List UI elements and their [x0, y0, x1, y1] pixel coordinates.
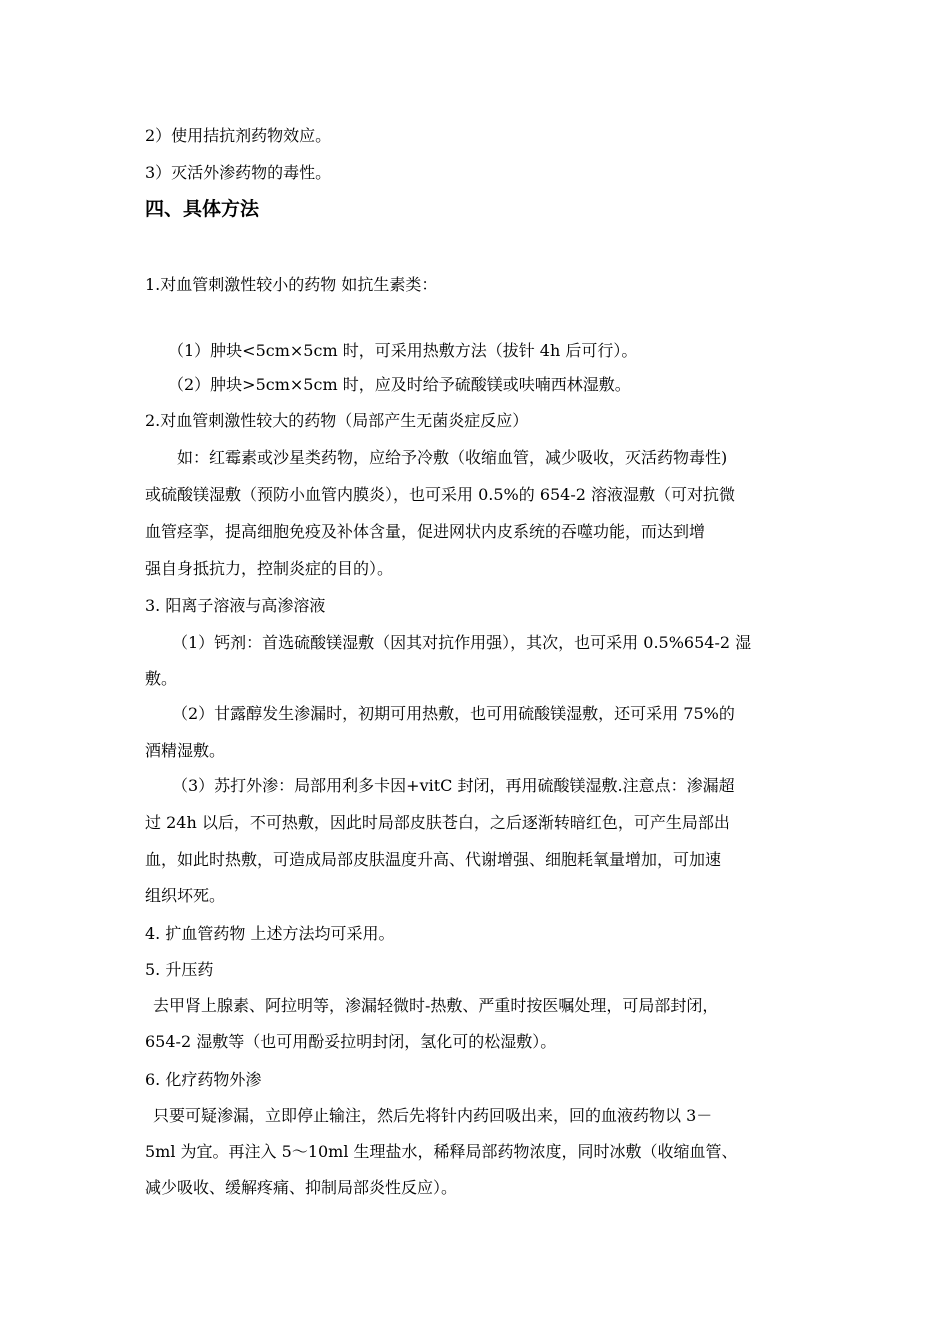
text-line: 5ml 为宜。再注入 5～10ml 生理盐水，稀释局部药物浓度，同时冰敷（收缩血管、	[145, 1142, 738, 1161]
text-line: 敷。	[145, 669, 178, 688]
section-heading: 四、具体方法	[145, 198, 260, 220]
text-line: 过 24h 以后，不可热敷，因此时局部皮肤苍白，之后逐渐转暗红色，可产生局部出	[145, 813, 730, 832]
text-line: 组织坏死。	[145, 886, 226, 905]
text-line: 强自身抵抗力，控制炎症的目的）。	[145, 559, 394, 578]
text-line: 去甲肾上腺素、阿拉明等，渗漏轻微时-热敷、严重时按医嘱处理，可局部封闭，	[153, 996, 719, 1015]
text-line: 654-2 湿敷等（也可用酚妥拉明封闭，氢化可的松湿敷）。	[145, 1032, 557, 1051]
text-line: （3）苏打外渗：局部用利多卡因+vitC 封闭，再用硫酸镁湿敷.注意点：渗漏超	[172, 776, 735, 795]
text-line: （2）甘露醇发生渗漏时，初期可用热敷，也可用硫酸镁湿敷，还可采用 75%的	[172, 704, 735, 723]
text-line: 6. 化疗药物外渗	[145, 1070, 262, 1089]
text-line: 2）使用拮抗剂药物效应。	[145, 126, 332, 145]
text-line: 酒精湿敷。	[145, 741, 226, 760]
text-line: 减少吸收、缓解疼痛、抑制局部炎性反应）。	[145, 1178, 458, 1197]
text-line: 如：红霉素或沙星类药物，应给予冷敷（收缩血管，减少吸收，灭活药物毒性)	[177, 448, 728, 467]
text-line: 1.对血管刺激性较小的药物 如抗生素类：	[145, 275, 438, 294]
text-line: （1）肿块<5cm×5cm 时，可采用热敷方法（拔针 4h 后可行）。	[168, 341, 638, 360]
text-line: 5. 升压药	[145, 960, 214, 979]
text-line: 3）灭活外渗药物的毒性。	[145, 163, 332, 182]
text-line: 血，如此时热敷，可造成局部皮肤温度升高、代谢增强、细胞耗氧量增加，可加速	[145, 850, 722, 869]
text-line: 2.对血管刺激性较大的药物（局部产生无菌炎症反应）	[145, 411, 529, 430]
text-line: 血管痉挛，提高细胞免疫及补体含量，促进网状内皮系统的吞噬功能，而达到增	[145, 522, 706, 541]
text-line: （2）肿块>5cm×5cm 时，应及时给予硫酸镁或呋喃西林湿敷。	[168, 375, 631, 394]
text-line: 或硫酸镁湿敷（预防小血管内膜炎），也可采用 0.5%的 654-2 溶液湿敷（可对抗微	[145, 485, 736, 504]
text-line: 3. 阳离子溶液与高渗溶液	[145, 596, 326, 615]
text-line: 只要可疑渗漏，立即停止输注，然后先将针内药回吸出来，回的血液药物以 3－	[153, 1106, 713, 1125]
text-line: （1）钙剂：首选硫酸镁湿敷（因其对抗作用强），其次，也可采用 0.5%654-2 湿	[172, 633, 752, 652]
text-line: 4. 扩血管药物 上述方法均可采用。	[145, 924, 395, 943]
